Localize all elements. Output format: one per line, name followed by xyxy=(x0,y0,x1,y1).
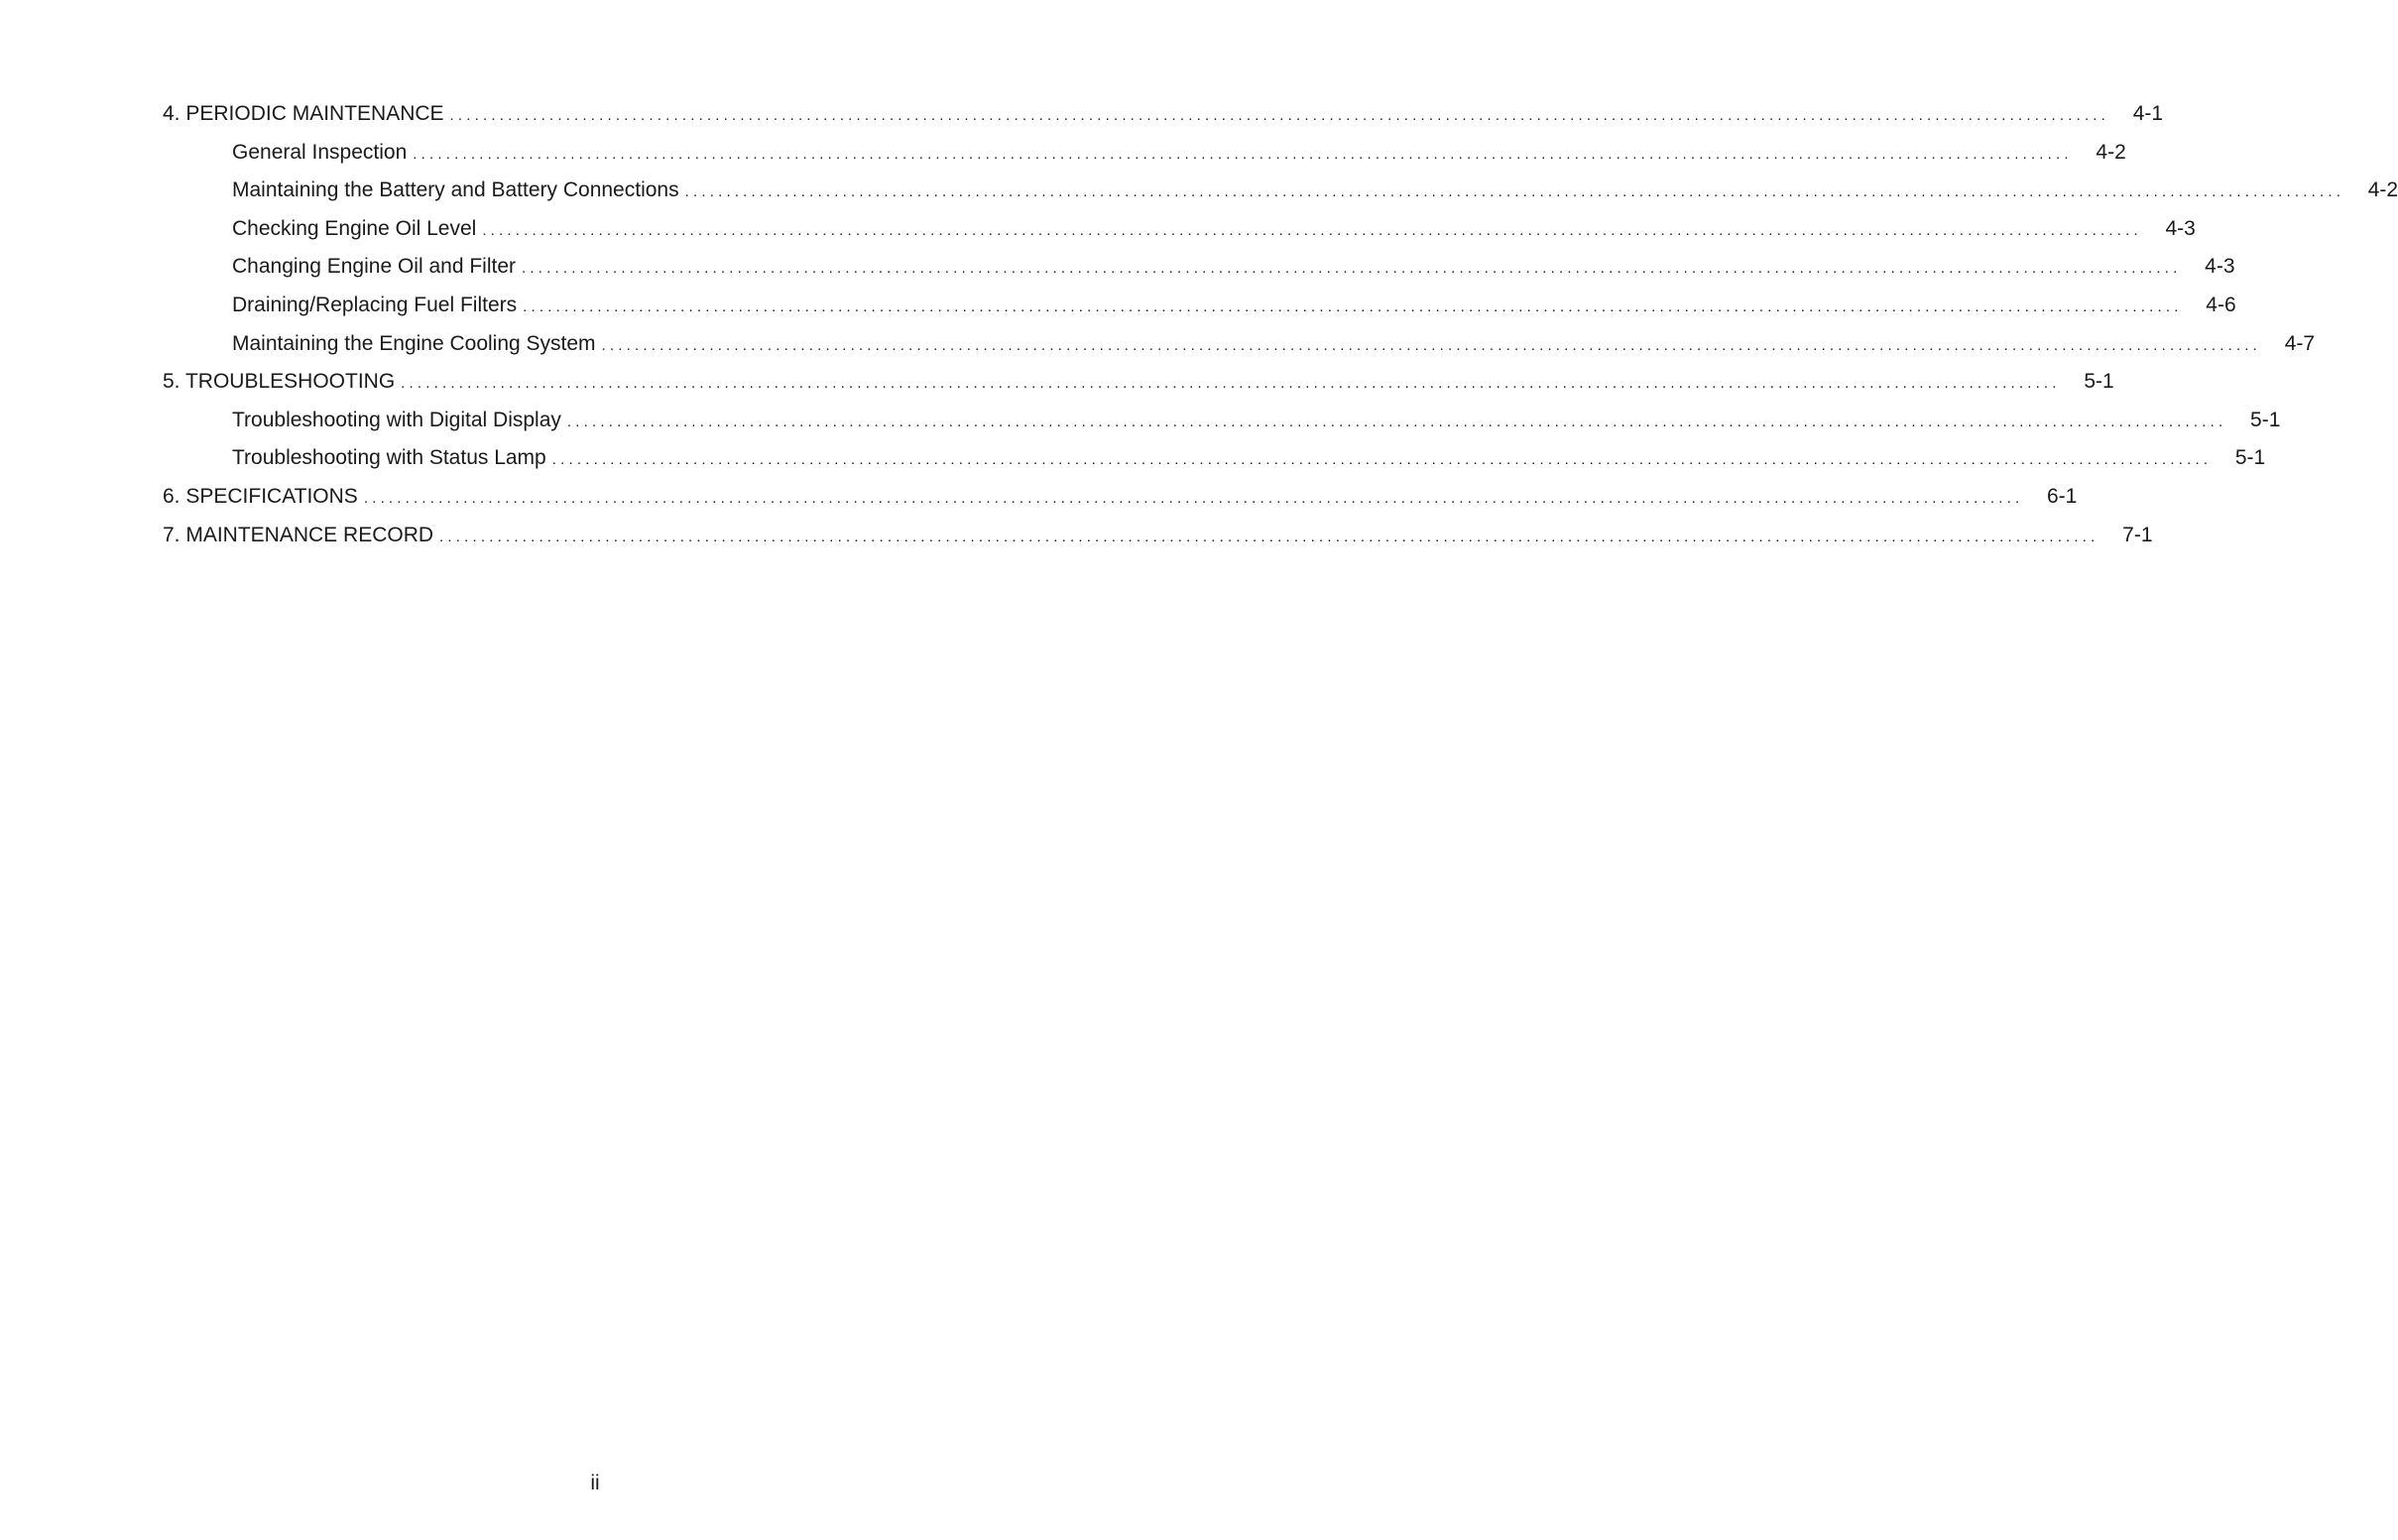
toc-entry-title: 4. PERIODIC MAINTENANCE xyxy=(163,102,444,125)
toc-entry-title: Changing Engine Oil and Filter xyxy=(232,255,517,279)
toc-entry[interactable] xyxy=(163,287,2236,325)
toc-entry[interactable] xyxy=(163,439,2266,478)
table-of-contents xyxy=(163,95,2398,554)
toc-entry-title: Maintaining the Engine Cooling System xyxy=(232,331,596,355)
toc-entry-page: 5-1 xyxy=(2084,370,2114,394)
toc-leader-dots: ........................................................................................................................................................................................................ xyxy=(522,260,2182,278)
toc-entry-page: 7-1 xyxy=(2122,523,2153,546)
toc-entry-page: 4-2 xyxy=(2367,178,2398,202)
toc-entry[interactable] xyxy=(163,248,2235,287)
toc-leader-dots: ........................................................................................................................................................................................................ xyxy=(439,528,2099,545)
toc-leader-dots: ........................................................................................................................................................................................................ xyxy=(482,221,2142,239)
toc-entry-page: 4-3 xyxy=(2165,216,2196,240)
toc-entry-title: Troubleshooting with Digital Display xyxy=(232,408,561,431)
toc-entry-page: 5-1 xyxy=(2250,408,2281,431)
toc-entry-title: General Inspection xyxy=(232,140,408,164)
toc-entry[interactable] xyxy=(163,172,2398,210)
toc-leader-dots: ........................................................................................................................................................................................................ xyxy=(601,336,2262,354)
toc-entry-title: 5. TROUBLESHOOTING xyxy=(163,370,396,394)
toc-entry-page: 4-1 xyxy=(2132,102,2164,125)
toc-entry-title: Checking Engine Oil Level xyxy=(232,216,477,240)
toc-leader-dots: ........................................................................................................................................................................................................ xyxy=(684,183,2345,201)
toc-entry-page: 4-3 xyxy=(2205,255,2235,279)
toc-entry-title: Draining/Replacing Fuel Filters xyxy=(232,293,518,316)
toc-entry-title: 7. MAINTENANCE RECORD xyxy=(163,523,434,546)
page-number: ii xyxy=(590,1472,600,1494)
toc-entry[interactable] xyxy=(163,478,2078,517)
toc-entry-page: 6-1 xyxy=(2046,484,2078,508)
toc-leader-dots: ........................................................................................................................................................................................................ xyxy=(566,413,2227,430)
toc-leader-dots: ........................................................................................................................................................................................................ xyxy=(449,107,2110,124)
toc-leader-dots: ........................................................................................................................................................................................................ xyxy=(363,489,2024,507)
toc-leader-dots: ........................................................................................................................................................................................................ xyxy=(413,145,2073,163)
toc-entry[interactable] xyxy=(163,325,2316,364)
toc-entry[interactable] xyxy=(163,402,2281,440)
toc-leader-dots: ........................................................................................................................................................................................................ xyxy=(551,451,2213,469)
toc-entry-page: 4-2 xyxy=(2096,140,2126,164)
toc-entry[interactable] xyxy=(163,95,2164,134)
toc-leader-dots: ........................................................................................................................................................................................................ xyxy=(401,375,2061,393)
toc-entry[interactable] xyxy=(163,517,2153,555)
toc-entry[interactable] xyxy=(163,363,2114,402)
toc-entry[interactable] xyxy=(163,210,2196,249)
toc-entry-page: 4-7 xyxy=(2284,331,2316,355)
toc-entry-title: Maintaining the Battery and Battery Connections xyxy=(232,178,679,202)
toc-entry-page: 4-6 xyxy=(2206,293,2236,316)
toc-entry-title: Troubleshooting with Status Lamp xyxy=(232,446,546,470)
toc-entry-page: 5-1 xyxy=(2234,446,2266,470)
toc-entry[interactable] xyxy=(163,134,2126,173)
toc-entry-title: 6. SPECIFICATIONS xyxy=(163,484,358,508)
toc-leader-dots: ........................................................................................................................................................................................................ xyxy=(523,297,2183,315)
